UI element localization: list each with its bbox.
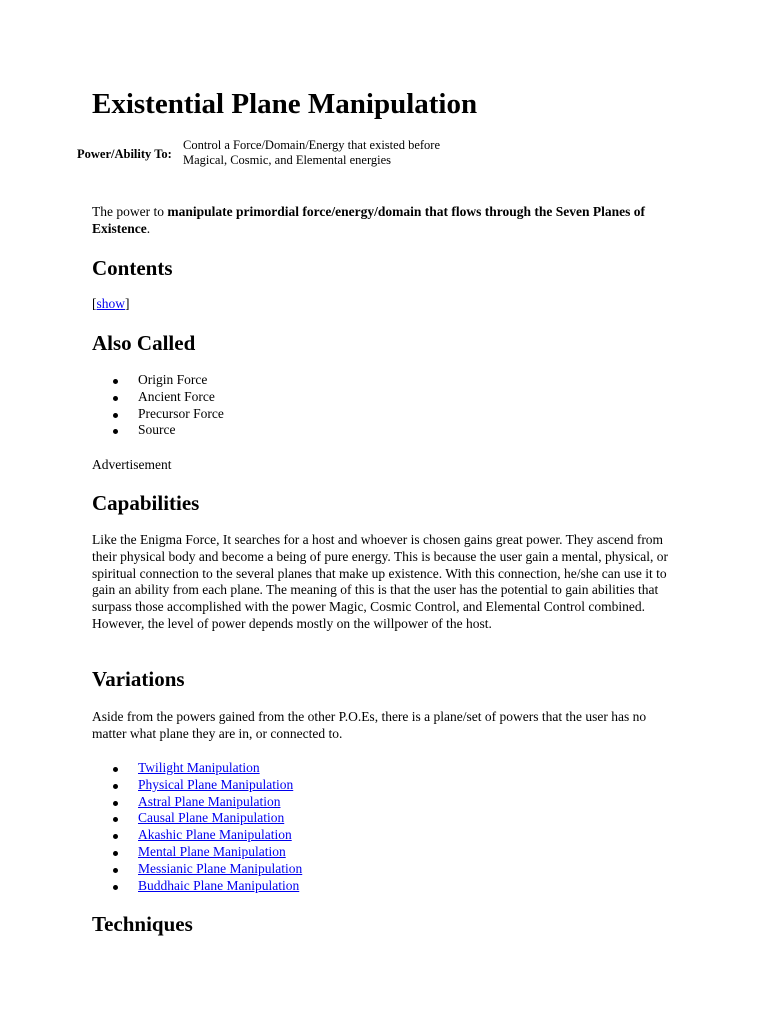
list-item <box>92 760 302 777</box>
list-item <box>92 389 224 406</box>
bullet-icon <box>113 767 118 772</box>
bullet-icon <box>113 429 118 434</box>
intro-prefix: The power to <box>92 204 168 219</box>
list-item <box>92 810 302 827</box>
also-called-list <box>92 372 224 439</box>
intro-paragraph <box>92 203 682 237</box>
variation-link[interactable]: Buddhaic Plane Manipulation <box>138 877 300 893</box>
list-item-text: Source <box>138 422 176 438</box>
list-item <box>92 777 302 794</box>
capabilities-paragraph: Like the Enigma Force, It searches for a host and whoever is chosen gains great power. They ascend from their physical body and become a being of pure energy. This is because the user gain a mental, physical, or spiritual connection to the several planes that make up existence. With this connection, he/she can use it to gain an ability from each plane. The meaning of this is that the user has the potential to gain abilities that surpass those accomplished with the power Magic, Cosmic Control, and Elemental Control combined. However, the level of power depends mostly on the willpower of the host. <box>92 532 668 631</box>
bullet-icon <box>113 396 118 401</box>
list-item <box>92 406 224 423</box>
advertisement-label: Advertisement <box>92 457 172 472</box>
bullet-icon <box>113 784 118 789</box>
page-title: Existential Plane Manipulation <box>92 88 478 120</box>
infobox-label: Power/Ability To: <box>77 147 172 161</box>
bullet-icon <box>113 379 118 384</box>
bullet-icon <box>113 834 118 839</box>
variation-link[interactable]: Physical Plane Manipulation <box>138 776 294 792</box>
intro-bold-text: manipulate primordial force/energy/domain that flows through the Seven Planes of Existence <box>92 204 645 236</box>
also-called-heading: Also Called <box>92 331 196 355</box>
variation-link[interactable]: Astral Plane Manipulation <box>138 793 281 809</box>
techniques-heading: Techniques <box>92 912 193 936</box>
list-item-text: Ancient Force <box>138 388 215 404</box>
contents-toggle <box>92 295 130 312</box>
toggle-close-bracket: ] <box>125 296 130 311</box>
list-item <box>92 794 302 811</box>
show-contents-link[interactable]: show <box>96 296 126 311</box>
list-item <box>92 861 302 878</box>
variations-heading: Variations <box>92 667 185 691</box>
bullet-icon <box>113 817 118 822</box>
variations-list <box>92 760 302 894</box>
list-item <box>92 844 302 861</box>
variation-link[interactable]: Causal Plane Manipulation <box>138 810 285 826</box>
list-item <box>92 372 224 389</box>
variation-link[interactable]: Twilight Manipulation <box>138 760 260 775</box>
list-item-text: Origin Force <box>138 372 208 387</box>
bullet-icon <box>113 851 118 856</box>
list-item <box>92 422 224 439</box>
list-item <box>92 827 302 844</box>
list-item-text: Precursor Force <box>138 405 224 421</box>
bullet-icon <box>113 413 118 418</box>
toggle-open-bracket: [ <box>92 296 97 311</box>
intro-suffix: . <box>146 221 151 236</box>
variation-link[interactable]: Messianic Plane Manipulation <box>138 860 303 876</box>
variation-link[interactable]: Mental Plane Manipulation <box>138 843 286 859</box>
bullet-icon <box>113 885 118 890</box>
variations-paragraph: Aside from the powers gained from the other P.O.Es, there is a plane/set of powers that the user has no matter what plane they are in, or connected to. <box>92 709 647 741</box>
bullet-icon <box>113 868 118 873</box>
bullet-icon <box>113 801 118 806</box>
variation-link[interactable]: Akashic Plane Manipulation <box>138 827 292 843</box>
contents-heading: Contents <box>92 256 173 280</box>
infobox-value: Control a Force/Domain/Energy that existed before Magical, Cosmic, and Elemental energies <box>183 138 440 167</box>
list-item <box>92 878 302 895</box>
capabilities-heading: Capabilities <box>92 491 200 515</box>
